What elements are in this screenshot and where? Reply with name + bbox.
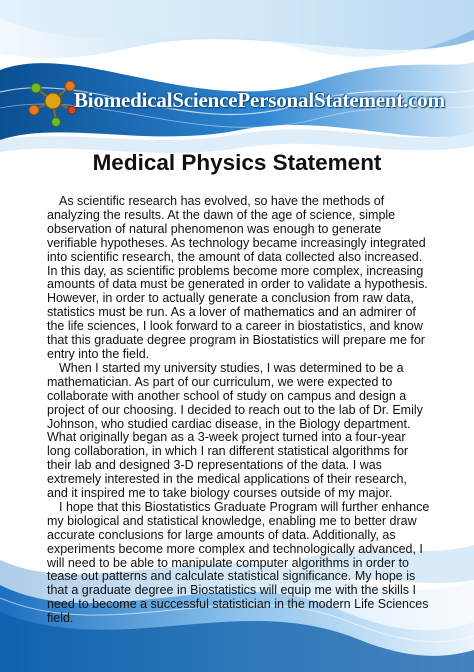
document-body: [47, 195, 431, 626]
page-title: Medical Physics Statement: [92, 150, 382, 175]
site-logo[interactable]: [26, 74, 446, 128]
paragraph: When I started my university studies, I was determined to be a mathematician. As part of our curriculum, we were expected to collaborate with another school of study on campus and design a project of our choosing. I decided to reach out to the lab of Dr. Emily Johnson, who studied cardiac disease, in the Biology department. What originally began as a 3-week project turned into a four-year long collaboration, in which I ran different statistical algorithms for their lab and designed 3-D representations of the data. I was extremely interested in the medical applications of their research, and it inspired me to take biology courses outside of my major.: [47, 360, 423, 501]
paragraph: I hope that this Biostatistics Graduate Program will further enhance my biological and statistical knowledge, enabling me to better draw accurate conclusions for large amounts of data. Additionally, as experiments become more complex and technologically advanced, I will need to be able to manipulate computer algorithms in order to tease out patterns and calculate statistical significance. My hope is that a graduate degree in Biostatistics will equip me with the skills I need to become a successful statistician in the modern Life Sciences field.: [47, 499, 430, 626]
molecule-icon: [26, 74, 80, 128]
logo-text: BiomedicalSciencePersonalStatement.com: [74, 88, 445, 112]
paragraph: As scientific research has evolved, so have the methods of analyzing the results. At the dawn of the age of science, simple observation of natural phenomenon was enough to generate verifiable hypotheses. As technology became increasingly integrated into scientific research, the amount of data collected also increased. In this day, as scientific problems become more complex, increasing amounts of data must be generated in order to validate a hypothesis. However, in order to actually generate a conclusion from raw data, statistics must be run. As a lover of mathematics and an admirer of the life sciences, I look forward to a career in biostatistics, and know that this graduate degree program in Biostatistics will prepare me for entry into the field.: [47, 194, 428, 361]
